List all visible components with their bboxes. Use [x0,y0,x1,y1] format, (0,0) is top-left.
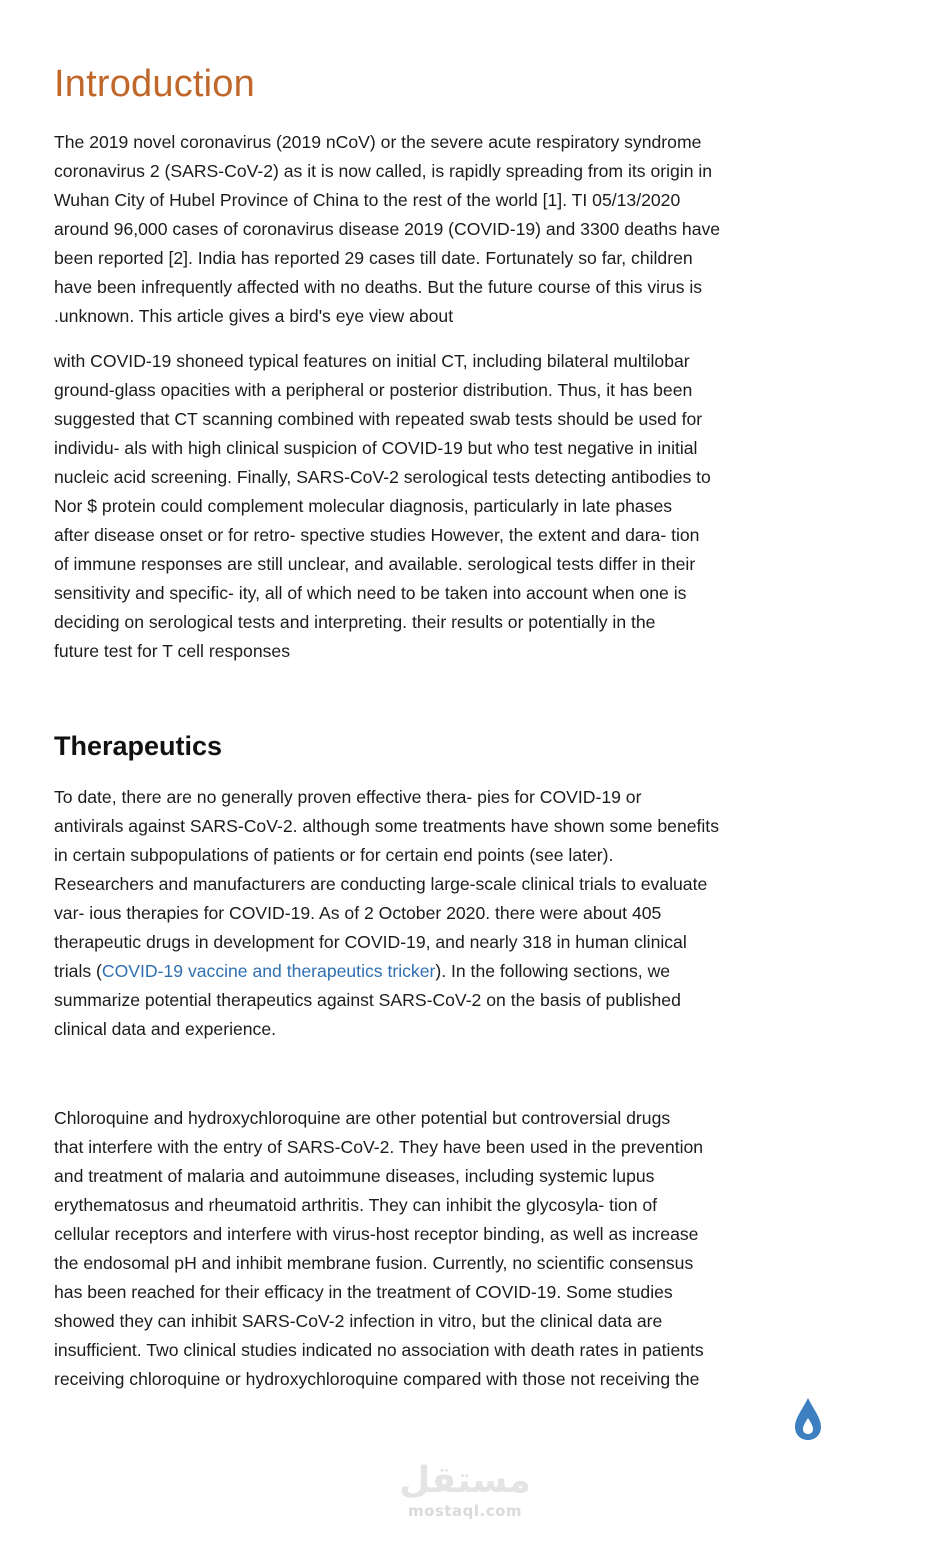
text-line: suggested that CT scanning combined with repeated swab tests should be used for [54,409,703,429]
text-line: sensitivity and specific- ity, all of which need to be taken into account when one is [54,583,687,603]
text-line: individu- als with high clinical suspicion of COVID-19 but who test negative in initial [54,438,698,458]
vaccine-tracker-link[interactable]: COVID-19 vaccine and therapeutics tricker [101,961,436,981]
text-line: been reported [2]. India has reported 29 cases till date. Fortunately so far, children [54,248,693,268]
therapeutics-paragraph-1 [54,783,834,1044]
text-line: clinical data and experience. [54,1019,277,1039]
text-line: receiving chloroquine or hydroxychloroquine compared with those not receiving the [54,1369,700,1389]
text-line: that interfere with the entry of SARS-CoV-2. They have been used in the prevention [54,1137,704,1157]
text-line: after disease onset or for retro- spective studies However, the extent and dara- tion [54,525,700,545]
text-line: erythematosus and rheumatoid arthritis. They can inhibit the glycosyla- tion of [54,1195,658,1215]
water-drop-icon[interactable] [792,1396,824,1442]
text-line: cellular receptors and interfere with virus-host receptor binding, as well as increase [54,1224,699,1244]
therapeutics-heading: Therapeutics [54,731,223,761]
therapeutics-paragraph-2 [54,1104,834,1394]
text-line: in certain subpopulations of patients or for certain end points (see later). [54,845,614,865]
text-line: To date, there are no generally proven effective thera- pies for COVID-19 or [54,787,642,807]
text-line: Chloroquine and hydroxychloroquine are other potential but controversial drugs [54,1108,671,1128]
intro-paragraph-1 [54,128,834,331]
text-line: antivirals against SARS-CoV-2. although some treatments have shown some benefits [54,816,719,836]
text-line: of immune responses are still unclear, and available. serological tests differ in their [54,554,696,574]
link-prefix: trials ( [54,961,102,981]
text-line: showed they can inhibit SARS-CoV-2 infection in vitro, but the clinical data are [54,1311,663,1331]
text-line: the endosomal pH and inhibit membrane fusion. Currently, no scientific consensus [54,1253,694,1273]
text-line: with COVID-19 shoneed typical features on initial CT, including bilateral multilobar [54,351,690,371]
text-line: var- ious therapies for COVID-19. As of 2 October 2020. there were about 405 [54,903,662,923]
text-line: summarize potential therapeutics against SARS-CoV-2 on the basis of published [54,990,681,1010]
intro-paragraph-2 [54,347,834,666]
text-line: Nor $ protein could complement molecular diagnosis, particularly in late phases [54,496,673,516]
text-line: around 96,000 cases of coronavirus disease 2019 (COVID-19) and 3300 deaths have [54,219,721,239]
watermark [380,1460,550,1524]
link-suffix: ). In the following sections, we [435,961,671,981]
text-line: has been reached for their efficacy in the treatment of COVID-19. Some studies [54,1282,673,1302]
text-line: and treatment of malaria and autoimmune diseases, including systemic lupus [54,1166,655,1186]
text-line: therapeutic drugs in development for COVID-19, and nearly 318 in human clinical [54,932,687,952]
watermark-logo-arabic: مستقل [399,1460,531,1501]
text-line: ground-glass opacities with a peripheral or posterior distribution. Thus, it has been [54,380,693,400]
text-line: Wuhan City of Hubel Province of China to the rest of the world [1]. TI 05/13/2020 [54,190,681,210]
text-line: coronavirus 2 (SARS-CoV-2) as it is now called, is rapidly spreading from its origin in [54,161,713,181]
text-line: insufficient. Two clinical studies indicated no association with death rates in patients [54,1340,704,1360]
text-line: deciding on serological tests and interpreting. their results or potentially in the [54,612,656,632]
text-line: Researchers and manufacturers are conducting large-scale clinical trials to evaluate [54,874,708,894]
water-drop-icon-graphic [792,1396,824,1442]
text-line: The 2019 novel coronavirus (2019 nCoV) or the severe acute respiratory syndrome [54,132,702,152]
text-line: future test for T cell responses [54,641,291,661]
text-line: .unknown. This article gives a bird's eye view about [54,306,454,326]
text-line: nucleic acid screening. Finally, SARS-CoV-2 serological tests detecting antibodies to [54,467,711,487]
watermark-logo-latin: mostaql.com [407,1502,523,1520]
text-line: have been infrequently affected with no deaths. But the future course of this virus is [54,277,703,297]
introduction-heading: Introduction [54,63,255,105]
text-line-with-link [54,957,834,986]
